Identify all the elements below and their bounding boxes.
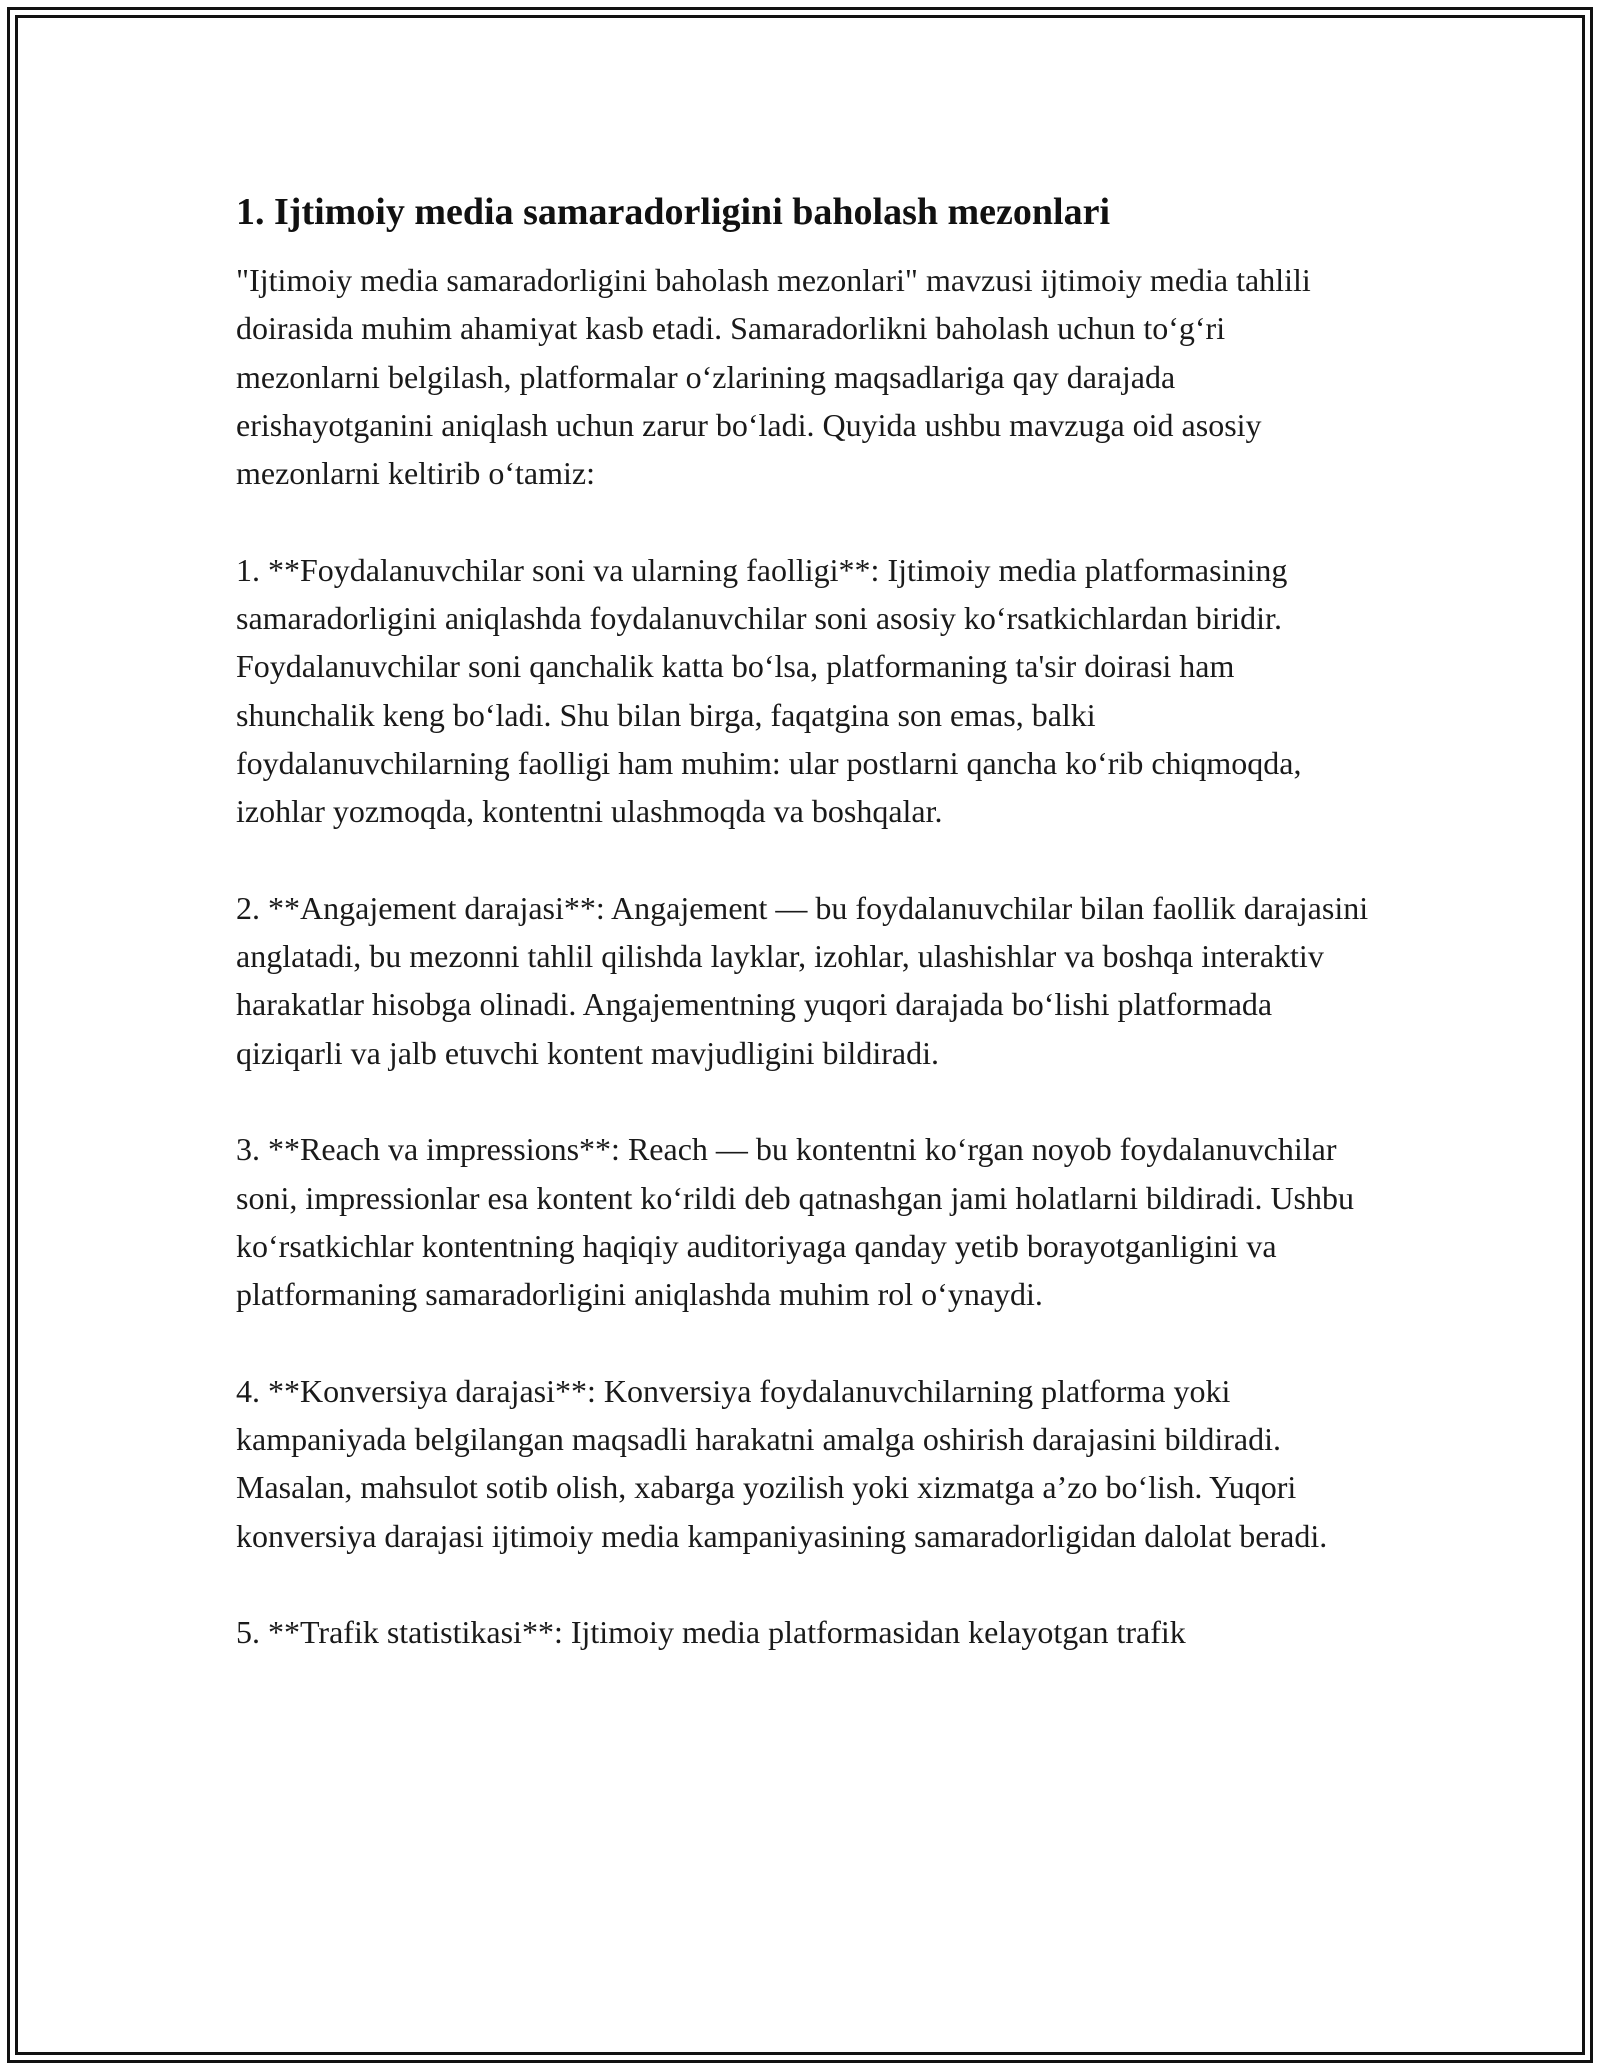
document-title: 1. Ijtimoiy media samaradorligini baholash mezonlari — [236, 191, 1110, 233]
criterion-paragraph-2: 2. **Angajement darajasi**: Angajement — bu foydalanuvchilar bilan faollik darajasini anglatadi, bu mezonni tahlil qilishda layklar, izohlar, ulashishlar va boshqa interaktiv harakatlar hisobga olinadi. Angajementning yuqori darajada bo‘lishi platformada qiziqarli va jalb etuvchi kontent mavjudligini bildiradi. — [236, 889, 1369, 1071]
criterion-paragraph-3: 3. **Reach va impressions**: Reach — bu kontentni ko‘rgan noyob foydalanuvchilar soni, impressionlar esa kontent ko‘rildi deb qatnashgan jami holatlarni bildiradi. Ushbu ko‘rsatkichlar kontentning haqiqiy auditoriyaga qanday yetib borayotganligini va platformaning samaradorligini aniqlashda muhim rol o‘ynaydi. — [236, 1131, 1354, 1313]
criterion-paragraph-5: 5. **Trafik statistikasi**: Ijtimoiy media platformasidan kelayotgan trafik — [236, 1614, 1186, 1651]
intro-paragraph: "Ijtimoiy media samaradorligini baholash mezonlari" mavzusi ijtimoiy media tahlili doirasida muhim ahamiyat kasb etadi. Samaradorlikni baholash uchun to‘g‘ri mezonlarni belgilash, platformalar o‘zlarining maqsadlariga qay darajada erishayotganini aniqlash uchun zarur bo‘ladi. Quyida ushbu mavzuga oid asosiy mezonlarni keltirib o‘tamiz: — [236, 262, 1311, 492]
criterion-paragraph-4: 4. **Konversiya darajasi**: Konversiya foydalanuvchilarning platforma yoki kampaniyada belgilangan maqsadli harakatni amalga oshirish darajasini bildiradi. Masalan, mahsulot sotib olish, xabarga yozilish yoki xizmatga a’zo bo‘lish. Yuqori konversiya darajasi ijtimoiy media kampaniyasining samaradorligidan dalolat beradi. — [236, 1372, 1328, 1554]
document-body — [236, 188, 1376, 1705]
criterion-paragraph-1: 1. **Foydalanuvchilar soni va ularning faolligi**: Ijtimoiy media platformasining samaradorligini aniqlashda foydalanuvchilar soni asosiy ko‘rsatkichlardan biridir. Foydalanuvchilar soni qanchalik katta bo‘lsa, platformaning ta'sir doirasi ham shunchalik keng bo‘ladi. Shu bilan birga, faqatgina son emas, balki foydalanuvchilarning faolligi ham muhim: ular postlarni qancha ko‘rib chiqmoqda, izohlar yozmoqda, kontentni ulashmoqda va boshqalar. — [236, 551, 1302, 830]
